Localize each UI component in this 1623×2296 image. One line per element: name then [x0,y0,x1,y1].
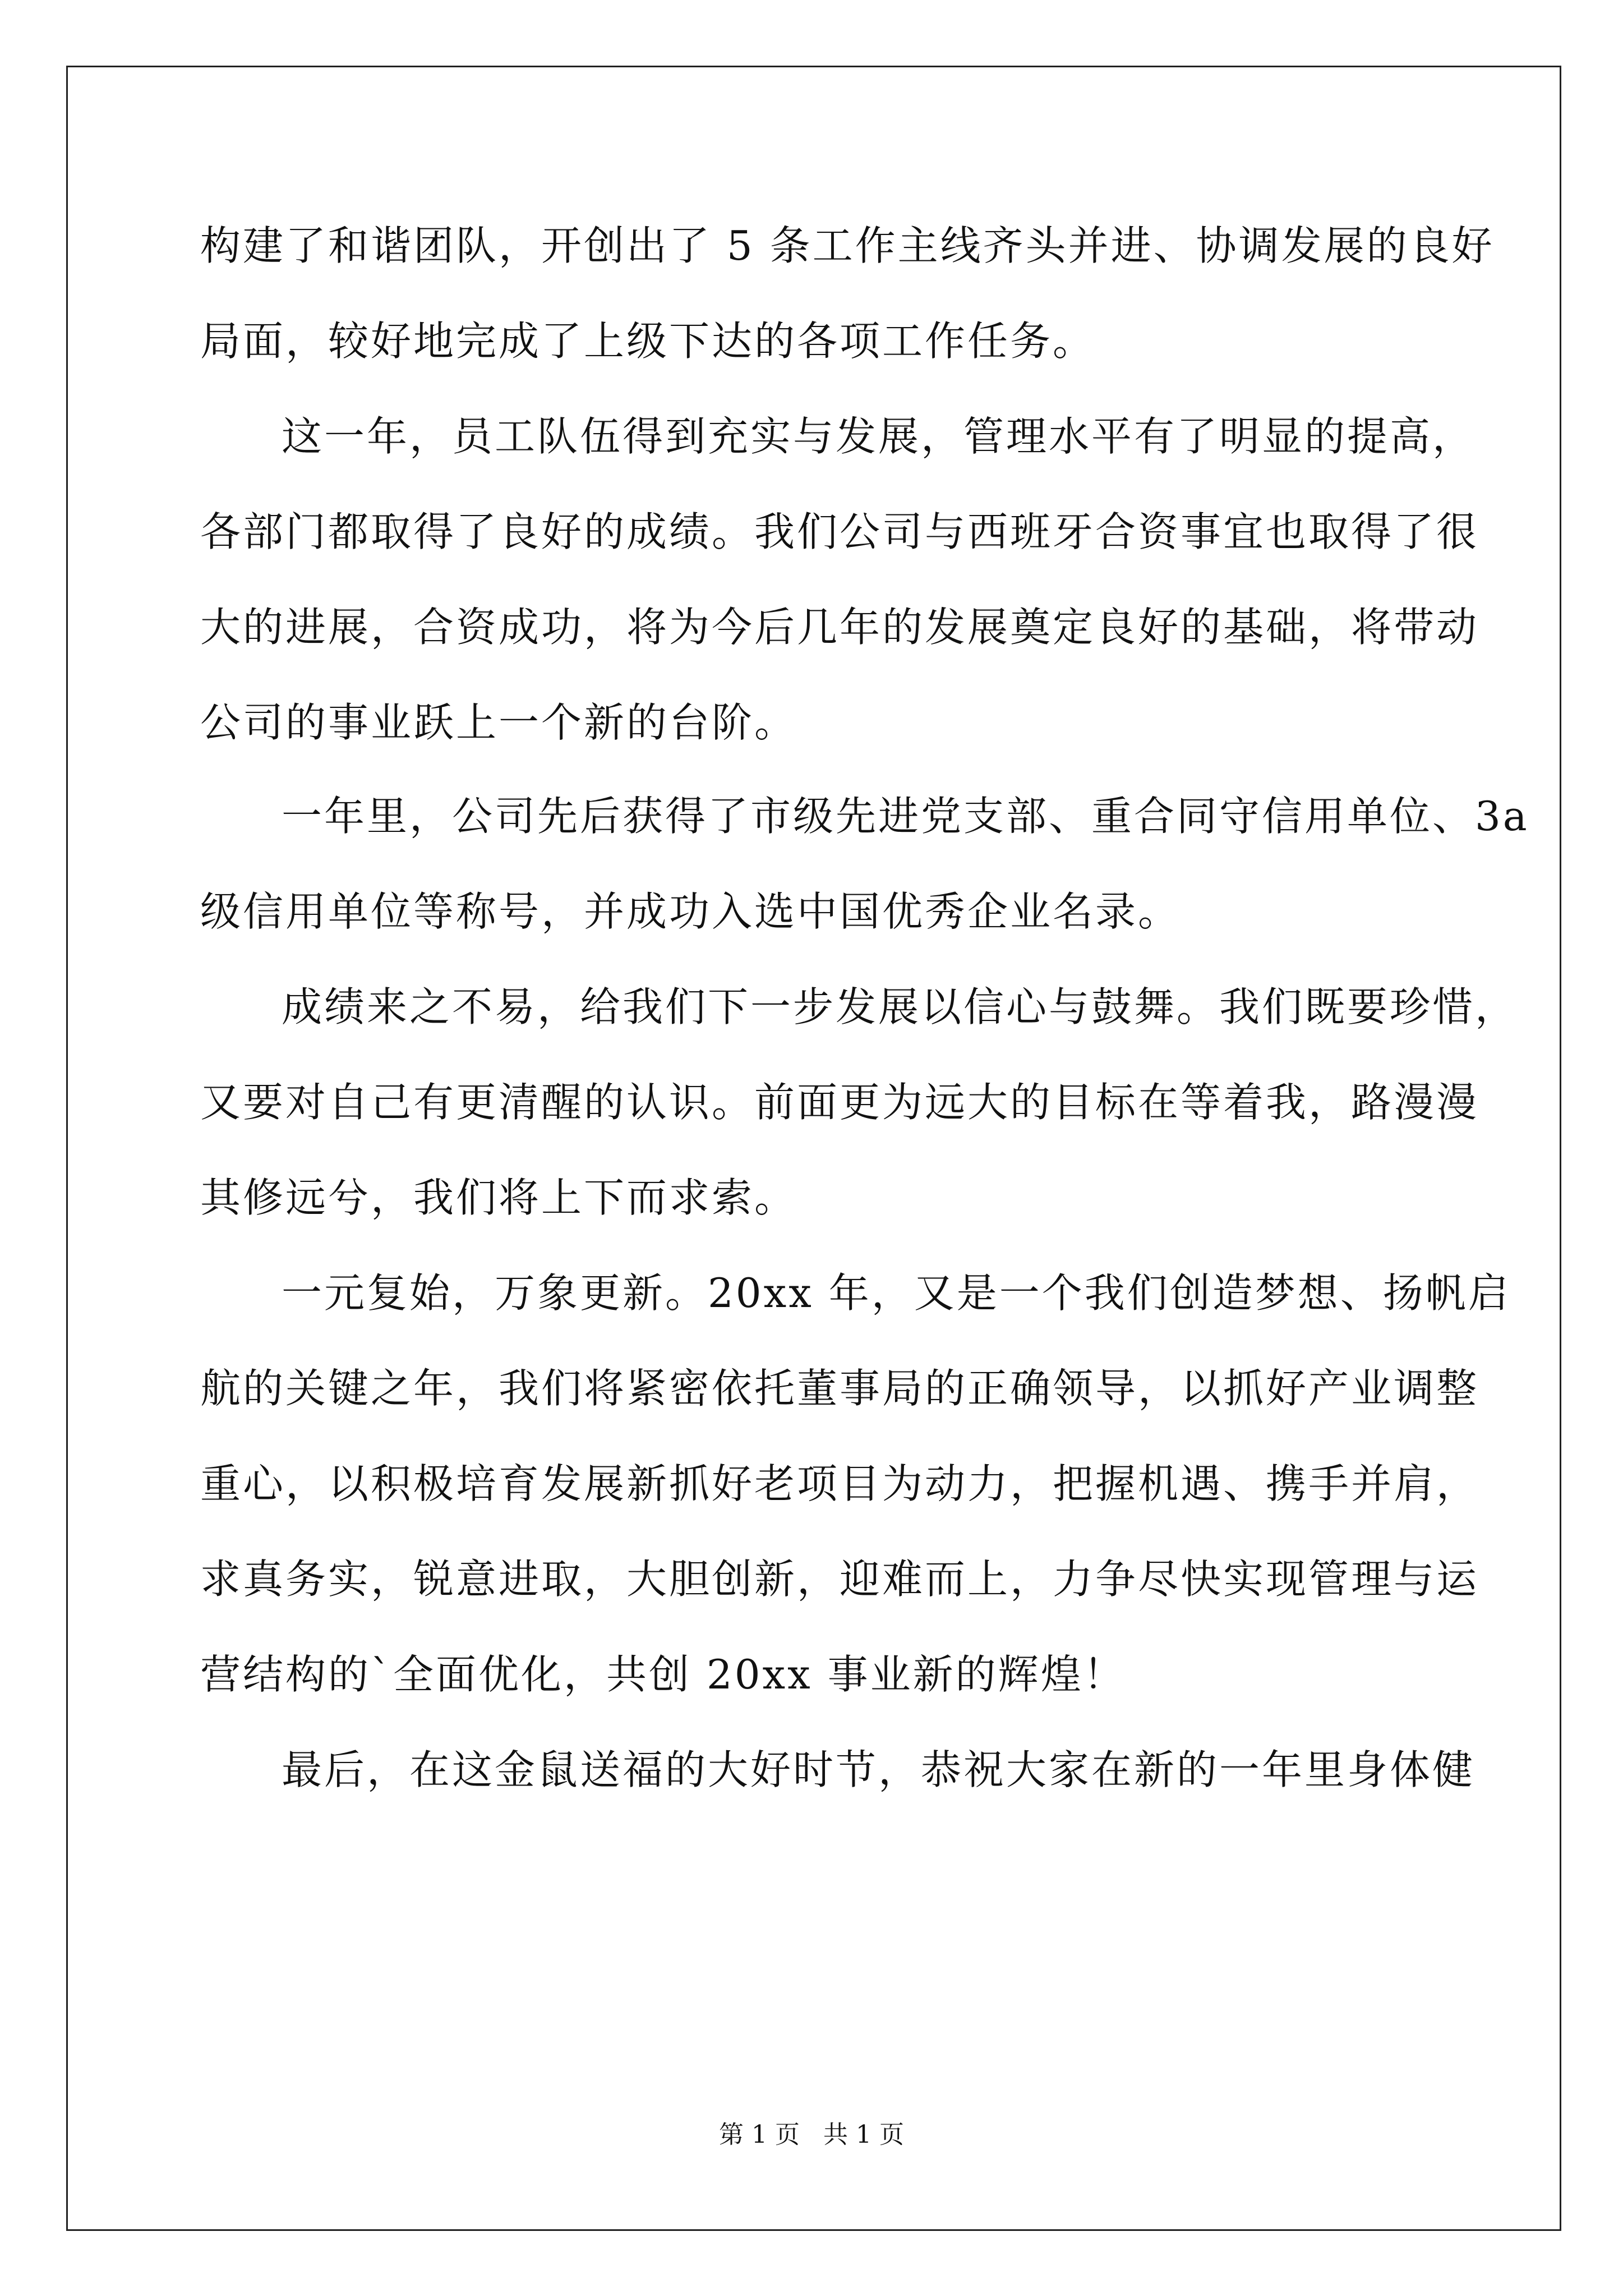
body-line: 一元复始，万象更新。20xx 年，又是一个我们创造梦想、扬帆启 [282,1269,1511,1317]
body-line: 重心，以积极培育发展新抓好老项目为动力，把握机遇、携手并肩， [200,1460,1479,1507]
body-line: 航的关键之年，我们将紧密依托董事局的正确领导，以抓好产业调整 [200,1365,1479,1412]
body-line: 构建了和谐团队，开创出了 5 条工作主线齐头并进、协调发展的良好 [200,222,1495,269]
body-line: 大的进展，合资成功，将为今后几年的发展奠定良好的基础，将带动 [200,604,1479,651]
body-line: 又要对自己有更清醒的认识。前面更为远大的目标在等着我，路漫漫 [200,1079,1479,1126]
body-line: 成绩来之不易，给我们下一步发展以信心与鼓舞。我们既要珍惜， [282,983,1518,1030]
body-line: 营结构的`全面优化，共创 20xx 事业新的辉煌！ [200,1651,1126,1698]
body-line: 最后，在这金鼠送福的大好时节，恭祝大家在新的一年里身体健 [282,1746,1476,1793]
body-line: 这一年，员工队伍得到充实与发展，管理水平有了明显的提高， [282,413,1476,460]
body-line: 其修远兮，我们将上下而求索。 [200,1174,797,1221]
page-number-footer: 第 1 页 共 1 页 [719,2120,904,2149]
body-line: 一年里，公司先后获得了市级先进党支部、重合同守信用单位、3a [282,793,1529,840]
body-line: 公司的事业跃上一个新的台阶。 [200,699,797,746]
body-line: 各部门都取得了良好的成绩。我们公司与西班牙合资事宜也取得了很 [200,508,1479,555]
body-line: 级信用单位等称号，并成功入选中国优秀企业名录。 [200,888,1181,935]
page-border [66,66,1561,2231]
body-line: 求真务实，锐意进取，大胆创新，迎难而上，力争尽快实现管理与运 [200,1556,1479,1603]
body-line: 局面，较好地完成了上级下达的各项工作任务。 [200,318,1096,365]
